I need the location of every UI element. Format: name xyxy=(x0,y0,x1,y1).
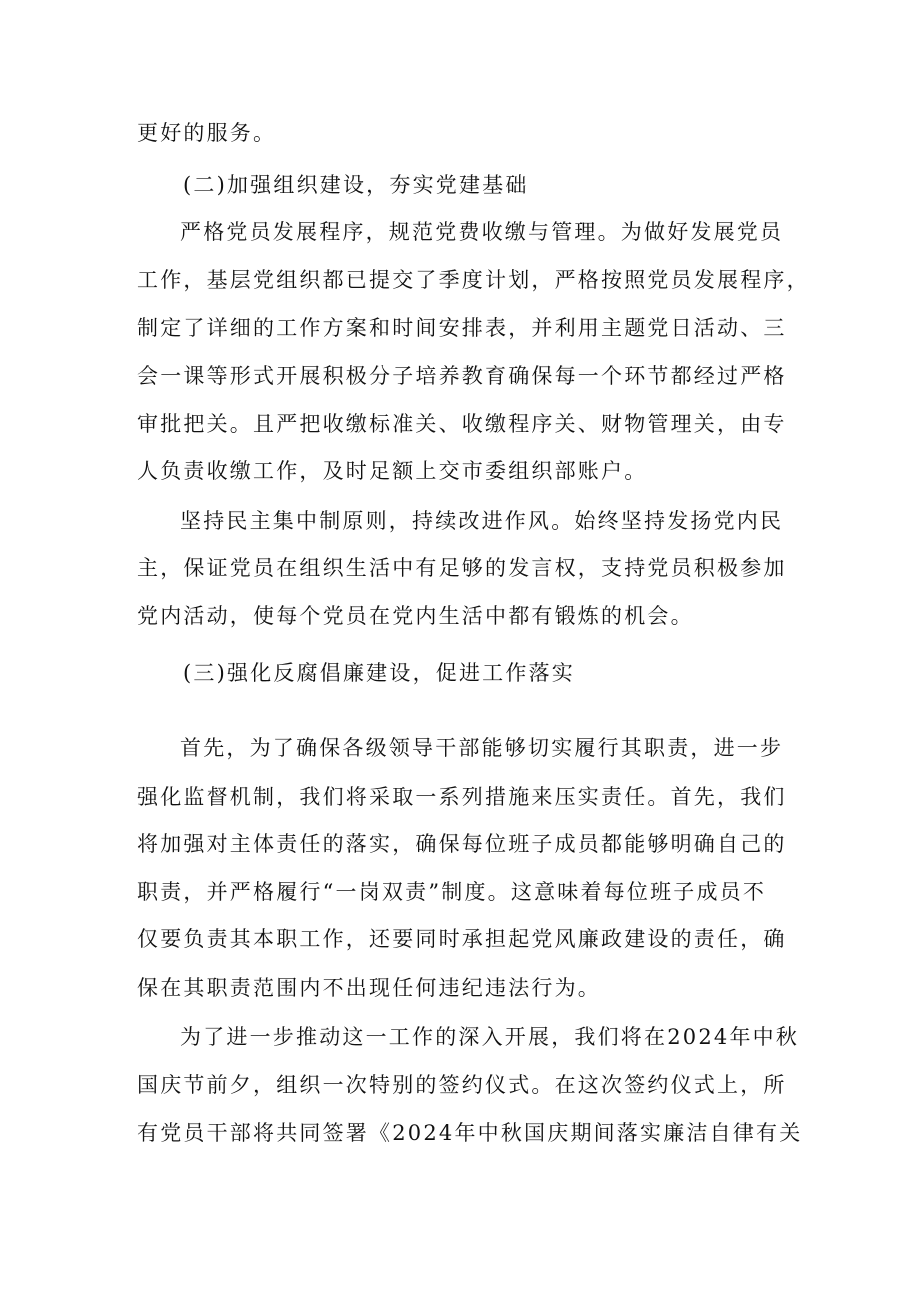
section-heading: (三)强化反腐倡廉建设，促进工作落实 xyxy=(183,661,575,685)
text-line: 会一课等形式开展积极分子培养教育确保每一个环节都经过严格 xyxy=(137,364,787,388)
text-line: 有党员干部将共同签署《2024年中秋国庆期间落实廉洁自律有关 xyxy=(137,1121,803,1145)
text-line: 职责，并严格履行“一岗双责”制度。这意味着每位班子成员不 xyxy=(137,880,767,904)
text-line: 国庆节前夕，组织一次特别的签约仪式。在这次签约仪式上，所 xyxy=(137,1073,787,1097)
text-line: 首先，为了确保各级领导干部能够切实履行其职责，进一步 xyxy=(180,736,784,760)
text-line: 制定了详细的工作方案和时间安排表，并利用主题党日活动、三 xyxy=(137,316,787,340)
text-line: 审批把关。且严把收缴标准关、收缴程序关、财物管理关，由专 xyxy=(137,412,787,436)
text-line: 仅要负责其本职工作，还要同时承担起党风廉政建设的责任，确 xyxy=(137,927,787,951)
text-line: 保在其职责范围内不出现任何违纪违法行为。 xyxy=(137,976,601,1000)
text-line: 党内活动，使每个党员在党内生活中都有锻炼的机会。 xyxy=(137,604,694,628)
text-line: 坚持民主集中制原则，持续改进作风。始终坚持发扬党内民 xyxy=(180,509,784,533)
text-line: 人负责收缴工作，及时足额上交市委组织部账户。 xyxy=(137,459,648,483)
text-line: 主，保证党员在组织生活中有足够的发言权，支持党员积极参加 xyxy=(137,556,787,580)
section-heading: (二)加强组织建设，夯实党建基础 xyxy=(183,173,529,197)
text-line: 强化监督机制，我们将采取一系列措施来压实责任。首先，我们 xyxy=(137,785,787,809)
text-line: 为了进一步推动这一工作的深入开展，我们将在2024年中秋 xyxy=(180,1025,800,1049)
text-line: 将加强对主体责任的落实，确保每位班子成员都能够明确自己的 xyxy=(137,832,787,856)
text-line: 更好的服务。 xyxy=(137,121,277,145)
text-line: 严格党员发展程序，规范党费收缴与管理。为做好发展党员 xyxy=(180,220,784,244)
text-line: 工作，基层党组织都已提交了季度计划，严格按照党员发展程序， xyxy=(137,268,810,292)
